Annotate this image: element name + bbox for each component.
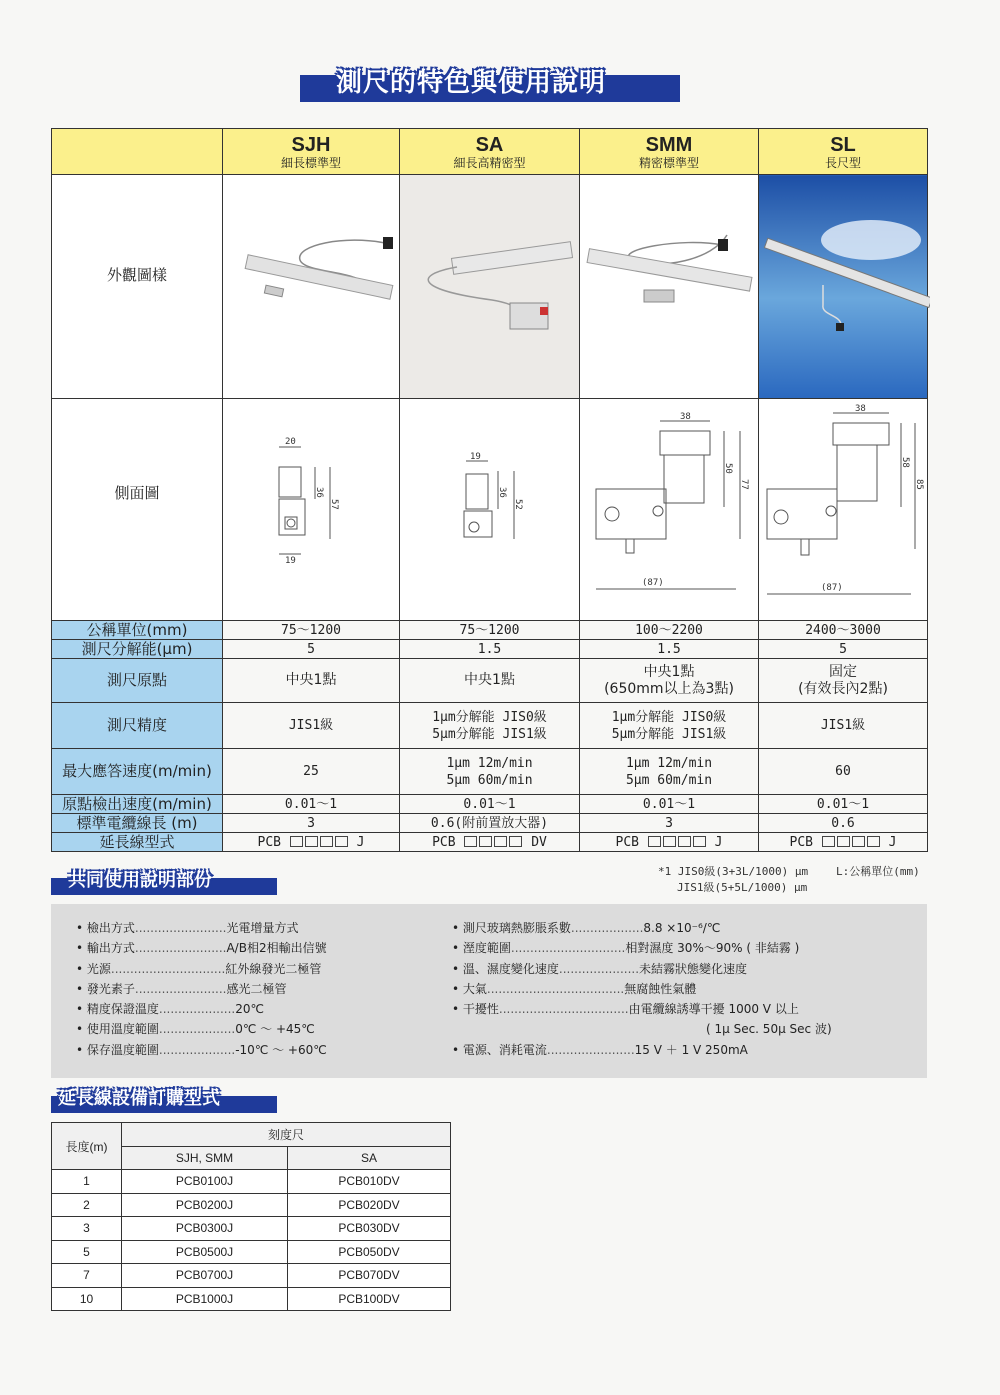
ext-section-title: 延長線設備訂購型式 (58, 1088, 220, 1109)
scale-photo-sjh (225, 175, 402, 393)
scale-photo-sa (402, 175, 582, 393)
ext-header-length: 長度(m) (52, 1123, 122, 1170)
row-label-nominal: 公稱單位(mm) (52, 621, 223, 640)
table-row: 7 PCB0700J PCB070DV (52, 1264, 451, 1288)
spec-item: • 測尺玻璃熱膨脹系數...................8.8 ×10⁻⁶/℃ (452, 921, 721, 935)
ext-header-col2: SA (288, 1146, 451, 1170)
svg-text:36: 36 (314, 487, 324, 498)
side-drawing-sl (761, 399, 930, 615)
row-label-accuracy: 測尺精度 (52, 703, 223, 749)
nominal-smm: 100〜2200 (580, 621, 759, 640)
svg-text:36: 36 (497, 487, 507, 498)
side-view-label: 側面圖 (52, 399, 223, 621)
cable-sl: 0.6 (759, 814, 928, 833)
accuracy-sl: JIS1級 (759, 703, 928, 749)
accuracy-sa: 1μm分解能 JIS0級 5μm分解能 JIS1級 (400, 703, 580, 749)
side-drawing-smm (582, 399, 761, 615)
side-drawing-sjh (225, 399, 402, 615)
ext-sl: PCB J (759, 833, 928, 852)
nominal-sjh: 75〜1200 (223, 621, 400, 640)
table-row: 2 PCB0200J PCB020DV (52, 1193, 451, 1217)
common-specs-right (452, 918, 917, 1060)
nominal-sl: 2400〜3000 (759, 621, 928, 640)
accuracy-sjh: JIS1級 (223, 703, 400, 749)
speed-sjh: 25 (223, 749, 400, 795)
note-jis0: *1 JIS0級(3+3L/1000) μm (658, 865, 809, 878)
nominal-sa: 75〜1200 (400, 621, 580, 640)
spec-item: • 大氣....................................無腐蝕性氣體 (452, 981, 697, 996)
svg-text:58: 58 (900, 457, 910, 468)
scale-photo-smm (582, 175, 761, 393)
table-row: 10 PCB1000J PCB100DV (52, 1287, 451, 1311)
spec-item: • 精度保證溫度....................20℃ (76, 1002, 264, 1017)
origin-speed-sjh: 0.01〜1 (223, 795, 400, 814)
model-header-sl: SL 長尺型 (759, 129, 928, 175)
spec-item: • 輸出方式........................A/B相2相輸出信號 (76, 941, 327, 956)
speed-sa: 1μm 12m/min 5μm 60m/min (400, 749, 580, 795)
ext-header-scale: 刻度尺 (122, 1123, 451, 1147)
header-corner (52, 129, 223, 175)
svg-text:20: 20 (285, 437, 296, 447)
appearance-label: 外觀圖樣 (52, 175, 223, 399)
note-unit: L:公稱單位(mm) (836, 865, 920, 878)
svg-text:50: 50 (723, 463, 733, 474)
svg-text:(87): (87) (821, 583, 843, 593)
spec-item: • 保存溫度範圍....................-10℃ ～ +60℃ (76, 1042, 327, 1057)
svg-text:85: 85 (914, 479, 924, 490)
side-drawing-sa (402, 399, 582, 615)
row-label-cable: 標準電纜線長 (m) (52, 814, 223, 833)
cable-sa: 0.6(附前置放大器) (400, 814, 580, 833)
resolution-sa: 1.5 (400, 640, 580, 659)
svg-text:19: 19 (285, 556, 296, 566)
table-row: 3 PCB0300J PCB030DV (52, 1217, 451, 1241)
spec-item: • 使用溫度範圍....................0℃ ～ +45℃ (76, 1022, 315, 1037)
origin-speed-sl: 0.01〜1 (759, 795, 928, 814)
cable-smm: 3 (580, 814, 759, 833)
speed-smm: 1μm 12m/min 5μm 60m/min (580, 749, 759, 795)
photo-sa (400, 175, 580, 399)
common-specs-left (76, 918, 436, 1060)
note-jis1: JIS1級(5+5L/1000) μm (677, 881, 808, 894)
resolution-smm: 1.5 (580, 640, 759, 659)
side-view-sa (400, 399, 580, 621)
origin-sa: 中央1點 (400, 659, 580, 703)
side-view-sjh (223, 399, 400, 621)
photo-sl (759, 175, 928, 399)
spec-item: • 干擾性..................................由電纜線誘導干擾 1000 V 以上 (452, 1002, 799, 1017)
origin-speed-smm: 0.01〜1 (580, 795, 759, 814)
scale-photo-sl (761, 175, 930, 393)
page-title: 測尺的特色與使用說明 (336, 68, 607, 98)
row-label-ext: 延長線型式 (52, 833, 223, 852)
model-header-sjh: SJH 細長標準型 (223, 129, 400, 175)
table-row: 1 PCB0100J PCB010DV (52, 1170, 451, 1194)
ext-sjh: PCB J (223, 833, 400, 852)
svg-text:(87): (87) (642, 578, 664, 588)
row-label-resolution: 測尺分解能(μm) (52, 640, 223, 659)
spec-item: • 溼度範圍..............................相對濕度 30%〜90% ( 非結霧 ) (452, 941, 800, 956)
ext-order-table (51, 1122, 451, 1311)
row-label-origin-speed: 原點檢出速度(m/min) (52, 795, 223, 814)
cable-sjh: 3 (223, 814, 400, 833)
spec-item: • 電源、消耗電流.......................15 V ＋ 1 V 250mA (452, 1042, 748, 1057)
common-section-title: 共同使用說明部份 (68, 870, 212, 891)
origin-sl: 固定 (有效長內2點) (759, 659, 928, 703)
photo-sjh (223, 175, 400, 399)
spec-item: • 檢出方式........................光電增量方式 (76, 921, 299, 935)
ext-header-col1: SJH, SMM (122, 1146, 288, 1170)
resolution-sl: 5 (759, 640, 928, 659)
svg-text:19: 19 (470, 452, 481, 462)
side-view-sl (759, 399, 928, 621)
speed-sl: 60 (759, 749, 928, 795)
svg-text:38: 38 (855, 404, 866, 414)
svg-text:52: 52 (513, 499, 523, 510)
spec-item: ( 1μ Sec. 50μ Sec 波) (706, 1022, 832, 1037)
origin-sjh: 中央1點 (223, 659, 400, 703)
spec-item: • 發光素子........................感光二極管 (76, 981, 287, 996)
model-header-smm: SMM 精密標準型 (580, 129, 759, 175)
origin-smm: 中央1點 (650mm以上為3點) (580, 659, 759, 703)
svg-text:38: 38 (680, 412, 691, 422)
ext-sa: PCB DV (400, 833, 580, 852)
photo-smm (580, 175, 759, 399)
side-view-smm (580, 399, 759, 621)
spec-item: • 光源..............................紅外線發光二極管 (76, 961, 322, 976)
origin-speed-sa: 0.01〜1 (400, 795, 580, 814)
spec-table (51, 128, 928, 852)
ext-smm: PCB J (580, 833, 759, 852)
accuracy-smm: 1μm分解能 JIS0級 5μm分解能 JIS1級 (580, 703, 759, 749)
svg-text:57: 57 (329, 499, 339, 510)
table-row: 5 PCB0500J PCB050DV (52, 1240, 451, 1264)
model-header-sa: SA 細長高精密型 (400, 129, 580, 175)
row-label-max-speed: 最大應答速度(m/min) (52, 749, 223, 795)
row-label-origin: 測尺原點 (52, 659, 223, 703)
spec-item: • 溫、濕度變化速度.....................未結霧狀態變化速度 (452, 961, 748, 976)
svg-text:77: 77 (739, 479, 749, 490)
resolution-sjh: 5 (223, 640, 400, 659)
